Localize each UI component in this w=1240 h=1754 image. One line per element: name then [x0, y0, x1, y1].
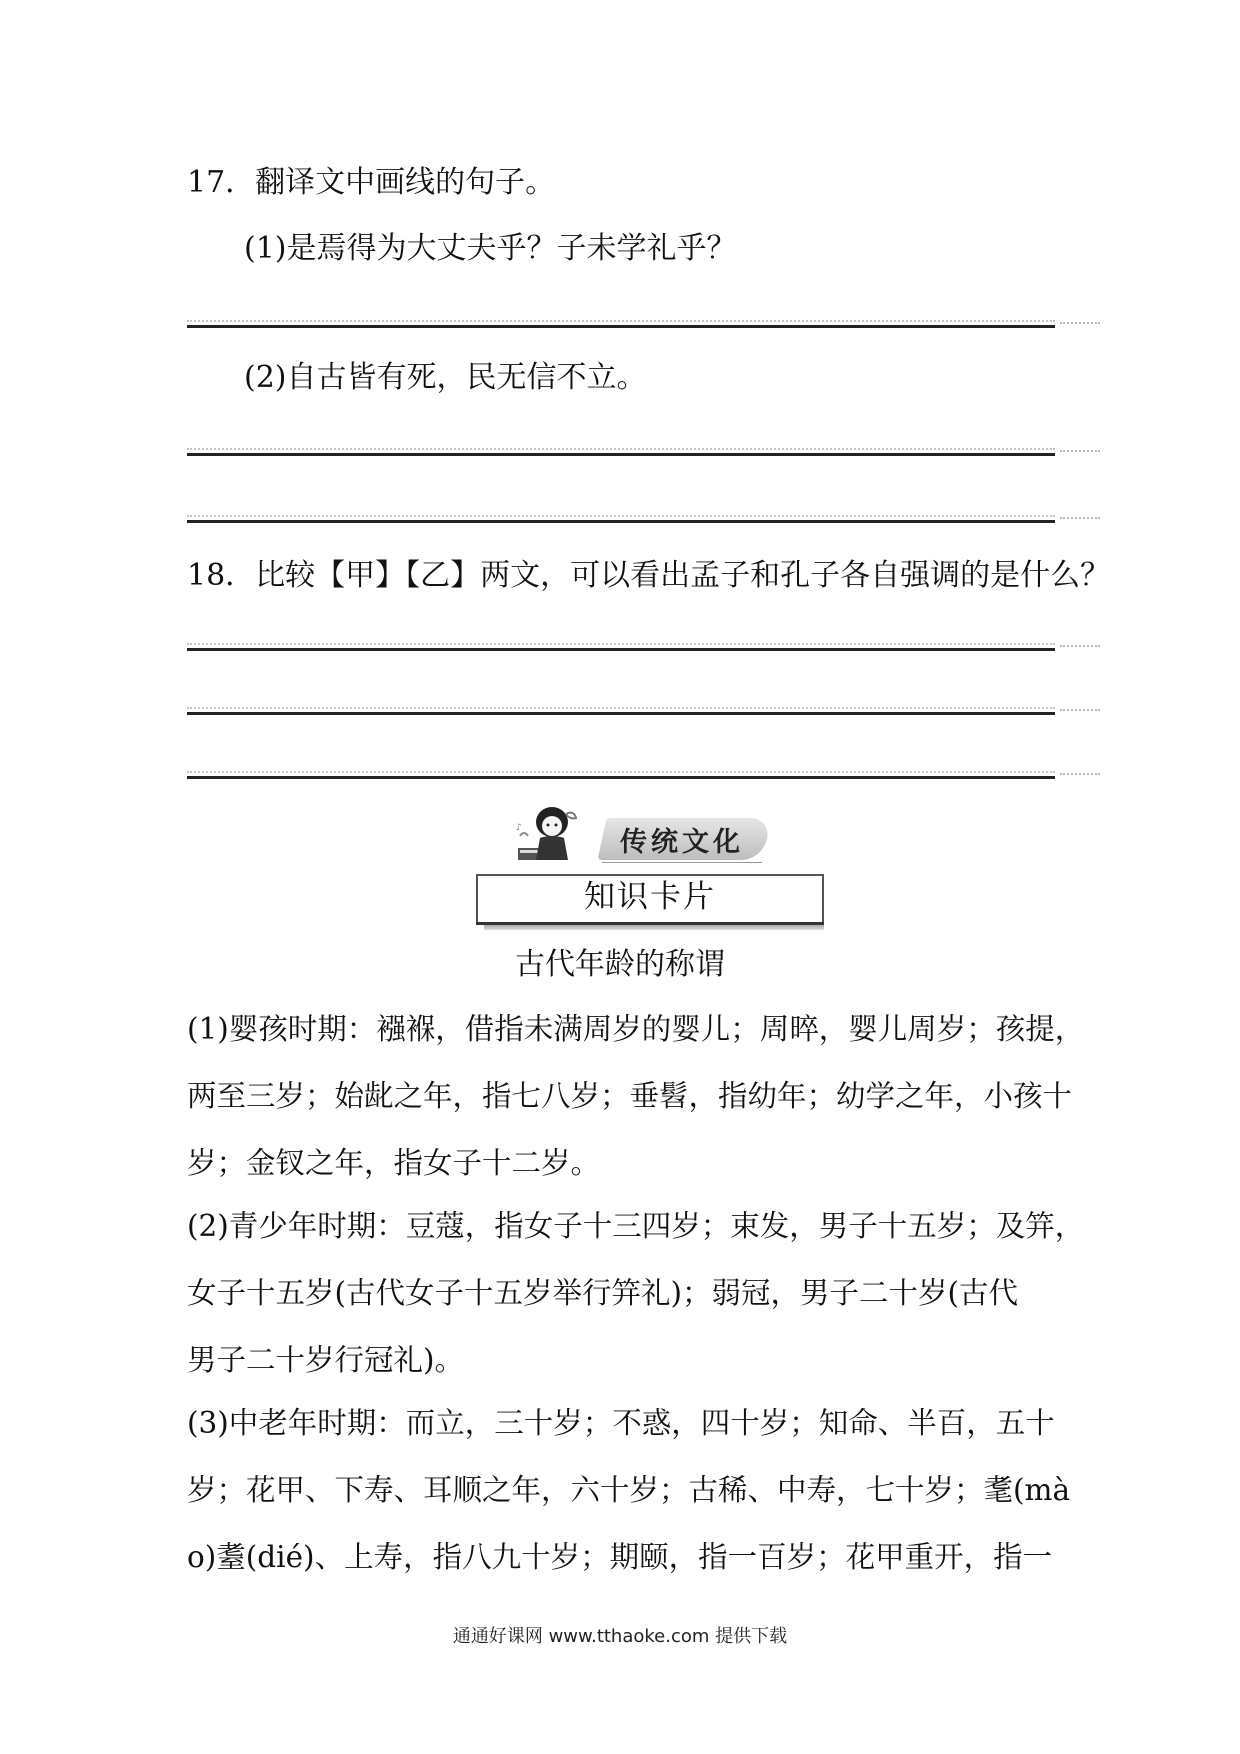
- text-line: 两至三岁；始龀之年，指七八岁；垂髫，指幼年；幼学之年，小孩十: [187, 1079, 1073, 1113]
- page-footer: 通通好课网 www.tthaoke.com 提供下载: [452, 1626, 788, 1647]
- answer-line[interactable]: [187, 648, 1055, 651]
- text-line: 女子十五岁(古代女子十五岁举行笄礼)；弱冠，男子二十岁(古代: [187, 1276, 1019, 1310]
- q17-part2: (2)自古皆有死，民无信不立。: [244, 360, 647, 395]
- answer-line[interactable]: [187, 325, 1055, 328]
- q18-title: 18．比较【甲】【乙】两文，可以看出孟子和孔子各自强调的是什么？: [187, 558, 1111, 593]
- q17-title: 17．翻译文中画线的句子。: [187, 165, 556, 200]
- answer-line[interactable]: [187, 776, 1055, 779]
- reading-girl-icon: [512, 800, 588, 866]
- dotted-tail: [1060, 773, 1100, 775]
- answer-line[interactable]: [187, 520, 1055, 523]
- badge-underline: [602, 862, 762, 863]
- q17-part1: (1)是焉得为大丈夫乎？子未学礼乎？: [244, 231, 737, 266]
- dotted-tail: [1060, 322, 1100, 324]
- text-line: (3)中老年时期：而立，三十岁；不惑，四十岁；知命、半百，五十: [187, 1406, 1055, 1440]
- paragraph-elder: [187, 1390, 1071, 1591]
- dotted-tail: [1060, 450, 1100, 452]
- text-line: 岁；花甲、下寿、耳顺之年，六十岁；古稀、中寿，七十岁；耄(mà: [187, 1473, 1071, 1507]
- paragraph-infant: [187, 996, 1085, 1197]
- section-badge: [512, 800, 782, 870]
- text-line: (2)青少年时期：豆蔻，指女子十三四岁；束发，男子十五岁；及笄，: [187, 1209, 1085, 1243]
- text-line: o)耋(dié)、上寿，指八九十岁；期颐，指一百岁；花甲重开，指一: [187, 1540, 1053, 1574]
- section-subtitle: 古代年龄的称谓: [515, 947, 725, 982]
- text-line: (1)婴孩时期：襁褓，借指未满周岁的婴儿；周晬，婴儿周岁；孩提，: [187, 1012, 1085, 1046]
- paragraph-youth: [187, 1193, 1085, 1394]
- answer-line[interactable]: [187, 453, 1055, 456]
- card-title: 知识卡片: [584, 879, 716, 915]
- badge-label: 传统文化: [620, 827, 744, 858]
- text-line: 岁；金钗之年，指女子十二岁。: [187, 1146, 601, 1180]
- svg-text:♪: ♪: [516, 823, 522, 833]
- text-line: 男子二十岁行冠礼)。: [187, 1343, 465, 1377]
- dotted-tail: [1060, 517, 1100, 519]
- dotted-tail: [1060, 645, 1100, 647]
- dotted-tail: [1060, 709, 1100, 711]
- answer-line[interactable]: [187, 712, 1055, 715]
